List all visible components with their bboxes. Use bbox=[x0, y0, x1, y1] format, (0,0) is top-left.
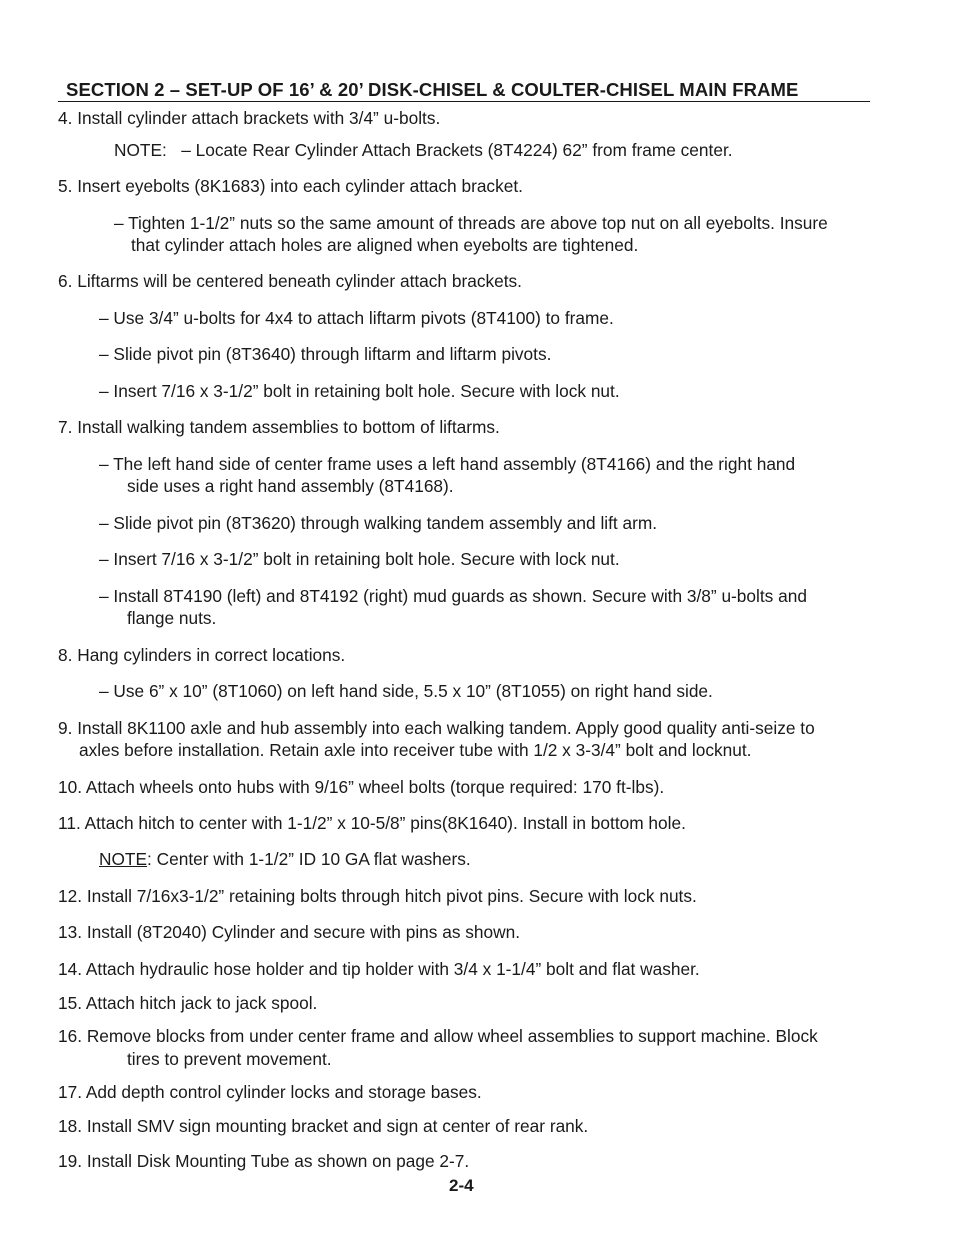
step-13: 13. Install (8T2040) Cylinder and secure with pins as shown. bbox=[58, 922, 521, 942]
step-5: 5. Insert eyebolts (8K1683) into each cylinder attach bracket. bbox=[58, 176, 523, 196]
step-12: 12. Install 7/16x3-1/2” retaining bolts through hitch pivot pins. Secure with lock nuts. bbox=[58, 886, 697, 906]
step-19: 19. Install Disk Mounting Tube as shown on page 2-7. bbox=[58, 1151, 470, 1171]
step-6: 6. Liftarms will be centered beneath cylinder attach brackets. bbox=[58, 271, 522, 291]
step-15: 15. Attach hitch jack to jack spool. bbox=[58, 993, 318, 1013]
step-7-sub-1 bbox=[99, 453, 870, 475]
step-7-sub-3: – Insert 7/16 x 3-1/2” bolt in retaining bolt hole. Secure with lock nut. bbox=[99, 549, 620, 569]
step-8-sub-1: – Use 6” x 10” (8T1060) on left hand side, 5.5 x 10” (8T1055) on right hand side. bbox=[99, 681, 713, 701]
step-4-note bbox=[114, 139, 733, 161]
step-4-note-text: – Locate Rear Cylinder Attach Brackets (8T4224) 62” from frame center. bbox=[181, 140, 733, 160]
step-7-sub-1-line-2: side uses a right hand assembly (8T4168). bbox=[127, 476, 454, 496]
step-5-sub-1-line-1: – Tighten 1-1/2” nuts so the same amount of threads are above top nut on all eyebolts. Insure bbox=[114, 213, 828, 233]
step-17: 17. Add depth control cylinder locks and storage bases. bbox=[58, 1082, 482, 1102]
step-16-line-2: tires to prevent movement. bbox=[127, 1049, 332, 1069]
step-6-sub-3: – Insert 7/16 x 3-1/2” bolt in retaining bolt hole. Secure with lock nut. bbox=[99, 381, 620, 401]
step-14: 14. Attach hydraulic hose holder and tip holder with 3/4 x 1-1/4” bolt and flat washer. bbox=[58, 959, 700, 979]
step-4-note-label: NOTE: bbox=[114, 140, 167, 160]
step-4: 4. Install cylinder attach brackets with 3/4” u-bolts. bbox=[58, 108, 441, 128]
step-9-line-2: axles before installation. Retain axle into receiver tube with 1/2 x 3-3/4” bolt and locknut. bbox=[79, 740, 752, 760]
heading-underline bbox=[58, 101, 870, 102]
step-9-line-1: 9. Install 8K1100 axle and hub assembly into each walking tandem. Apply good quality anti-seize to bbox=[58, 718, 815, 738]
step-5-sub-1 bbox=[114, 212, 870, 234]
step-6-sub-1: – Use 3/4” u-bolts for 4x4 to attach liftarm pivots (8T4100) to frame. bbox=[99, 308, 614, 328]
step-7-sub-4-line-1: – Install 8T4190 (left) and 8T4192 (right) mud guards as shown. Secure with 3/8” u-bolts and bbox=[99, 586, 807, 606]
step-9 bbox=[58, 717, 870, 739]
step-7-sub-4 bbox=[99, 585, 870, 607]
step-10: 10. Attach wheels onto hubs with 9/16” wheel bolts (torque required: 170 ft-lbs). bbox=[58, 777, 665, 797]
step-16 bbox=[58, 1025, 870, 1047]
step-18: 18. Install SMV sign mounting bracket and sign at center of rear rank. bbox=[58, 1116, 589, 1136]
step-11-note-label: NOTE bbox=[99, 849, 148, 869]
step-8: 8. Hang cylinders in correct locations. bbox=[58, 645, 346, 665]
step-6-sub-2: – Slide pivot pin (8T3640) through liftarm and liftarm pivots. bbox=[99, 344, 552, 364]
step-7-sub-4-line-2: flange nuts. bbox=[127, 608, 217, 628]
page-number: 2-4 bbox=[449, 1176, 474, 1195]
step-5-sub-1-line-2: that cylinder attach holes are aligned when eyebolts are tightened. bbox=[131, 235, 639, 255]
step-11-note-text: : Center with 1-1/2” ID 10 GA flat washers. bbox=[147, 849, 471, 869]
step-7-sub-1-line-1: – The left hand side of center frame uses a left hand assembly (8T4166) and the right hand bbox=[99, 454, 796, 474]
step-16-line-1: 16. Remove blocks from under center frame and allow wheel assemblies to support machine. Block bbox=[58, 1026, 818, 1046]
step-7: 7. Install walking tandem assemblies to bottom of liftarms. bbox=[58, 417, 500, 437]
step-11-note bbox=[99, 848, 471, 870]
step-11: 11. Attach hitch to center with 1-1/2” x 10-5/8” pins(8K1640). Install in bottom hole. bbox=[58, 813, 686, 833]
section-heading: SECTION 2 – SET-UP OF 16’ & 20’ DISK-CHISEL & COULTER-CHISEL MAIN FRAME bbox=[66, 79, 799, 100]
step-7-sub-2: – Slide pivot pin (8T3620) through walking tandem assembly and lift arm. bbox=[99, 513, 658, 533]
